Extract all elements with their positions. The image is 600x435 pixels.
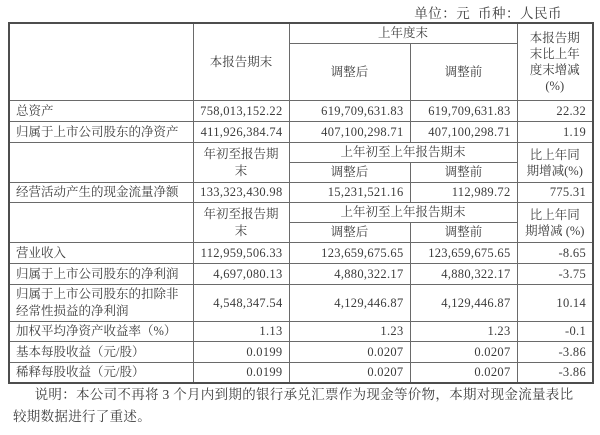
value-before-adjustment: 1.23: [410, 322, 517, 342]
value-change-pct: -3.86: [517, 342, 593, 363]
section1-header-row-top: [9, 23, 593, 44]
value-before-adjustment: 123,659,675.65: [410, 243, 517, 264]
value-current-period: 758,013,152.22: [193, 101, 289, 122]
header-empty-cell: [9, 203, 193, 243]
value-current-period: 0.0199: [193, 363, 289, 384]
row-label: 归属于上市公司股东的净利润: [9, 264, 193, 285]
header-change-line: 期增减(%): [526, 163, 583, 178]
note-text: 说明：本公司不再将 3 个月内到期的银行承兑汇票作为现金等价物，本期对现金流量表比较期数据进行了重述。: [13, 387, 574, 424]
table-row-operating-cash-flow: [9, 183, 593, 203]
header-before-adjustment: 调整前: [410, 163, 517, 183]
header-change-line: 末比上年: [529, 47, 580, 61]
header-empty-cell: [9, 143, 193, 183]
header-prev-year-end: 上年度末: [289, 23, 517, 44]
value-change-pct: -3.86: [517, 363, 593, 384]
row-label: 基本每股收益（元/股）: [9, 342, 193, 363]
row-label: 归属于上市公司股东的净资产: [9, 122, 193, 143]
value-adjusted: 4,880,322.17: [289, 264, 410, 285]
value-adjusted: 0.0207: [289, 342, 410, 363]
value-before-adjustment: 112,989.72: [410, 183, 517, 203]
value-current-period: 112,959,506.33: [193, 243, 289, 264]
header-change-line: 本报告期: [529, 31, 580, 45]
value-before-adjustment: 619,709,631.83: [410, 101, 517, 122]
value-before-adjustment: 4,129,446.87: [410, 285, 517, 322]
header-current-period-end: 本报告期末: [193, 23, 289, 101]
row-label: 总资产: [9, 101, 193, 122]
header-adjusted: 调整后: [289, 163, 410, 183]
header-change-line: 比上年同: [529, 147, 580, 162]
value-current-period: 4,548,347.54: [193, 285, 289, 322]
table-row-diluted-eps: [9, 363, 593, 384]
header-before-adjustment: 调整前: [410, 223, 517, 243]
value-current-period: 1.13: [193, 322, 289, 342]
value-current-period: 411,926,384.74: [193, 122, 289, 143]
table-row-net-profit-excl-nonrecurring: [9, 285, 593, 322]
value-change-pct: 775.31: [517, 183, 593, 203]
value-current-period: 133,323,430.98: [193, 183, 289, 203]
table-row-net-assets: [9, 122, 593, 143]
row-label: 加权平均净资产收益率（%）: [9, 322, 193, 342]
header-prev-ytd-period: 上年初至上年报告期末: [289, 203, 517, 223]
value-adjusted: 407,100,298.71: [289, 122, 410, 143]
value-adjusted: 15,231,521.16: [289, 183, 410, 203]
value-change-pct: 10.14: [517, 285, 593, 322]
header-change-vs-prev-period: [517, 143, 593, 183]
row-label: 营业收入: [9, 243, 193, 264]
value-current-period: 4,697,080.13: [193, 264, 289, 285]
table-row-net-profit: [9, 264, 593, 285]
value-before-adjustment: 0.0207: [410, 363, 517, 384]
value-adjusted: 0.0207: [289, 363, 410, 384]
header-prev-ytd-period: 上年初至上年报告期末: [289, 143, 517, 163]
table-row-basic-eps: [9, 342, 593, 363]
value-current-period: 0.0199: [193, 342, 289, 363]
value-adjusted: 1.23: [289, 322, 410, 342]
value-change-pct: -0.1: [517, 322, 593, 342]
header-adjusted: 调整后: [289, 44, 410, 101]
value-before-adjustment: 0.0207: [410, 342, 517, 363]
value-adjusted: 4,129,446.87: [289, 285, 410, 322]
header-change-vs-prev-period: [517, 203, 593, 243]
header-change-line: 期增减 (%): [525, 223, 585, 238]
section2-header-row-top: [9, 143, 593, 163]
value-change-pct: 1.19: [517, 122, 593, 143]
table-row-total-assets: [9, 101, 593, 122]
value-adjusted: 619,709,631.83: [289, 101, 410, 122]
table-row-weighted-avg-roe: [9, 322, 593, 342]
financial-summary-table: [8, 22, 594, 384]
value-change-pct: 22.32: [517, 101, 593, 122]
header-change-line: 比上年同: [529, 207, 580, 222]
unit-currency-label: 单位：元 币种：人民币: [414, 6, 562, 21]
header-change-line: 度末增减: [529, 63, 580, 77]
value-before-adjustment: 4,880,322.17: [410, 264, 517, 285]
value-change-pct: -8.65: [517, 243, 593, 264]
header-change-line: (%): [545, 79, 565, 93]
header-adjusted: 调整后: [289, 223, 410, 243]
table-row-operating-revenue: [9, 243, 593, 264]
header-ytd-period: 年初至报告期末: [193, 203, 289, 243]
row-label: 归属于上市公司股东的扣除非经常性损益的净利润: [9, 285, 193, 322]
row-label: 经营活动产生的现金流量净额: [9, 183, 193, 203]
header-change-vs-prev-year-end: [517, 23, 593, 101]
row-label: 稀释每股收益（元/股）: [9, 363, 193, 384]
header-before-adjustment: 调整前: [410, 44, 517, 101]
header-ytd-period: 年初至报告期末: [193, 143, 289, 183]
value-before-adjustment: 407,100,298.71: [410, 122, 517, 143]
section3-header-row-top: [9, 203, 593, 223]
value-adjusted: 123,659,675.65: [289, 243, 410, 264]
header-empty-cell: [9, 23, 193, 101]
value-change-pct: -3.75: [517, 264, 593, 285]
